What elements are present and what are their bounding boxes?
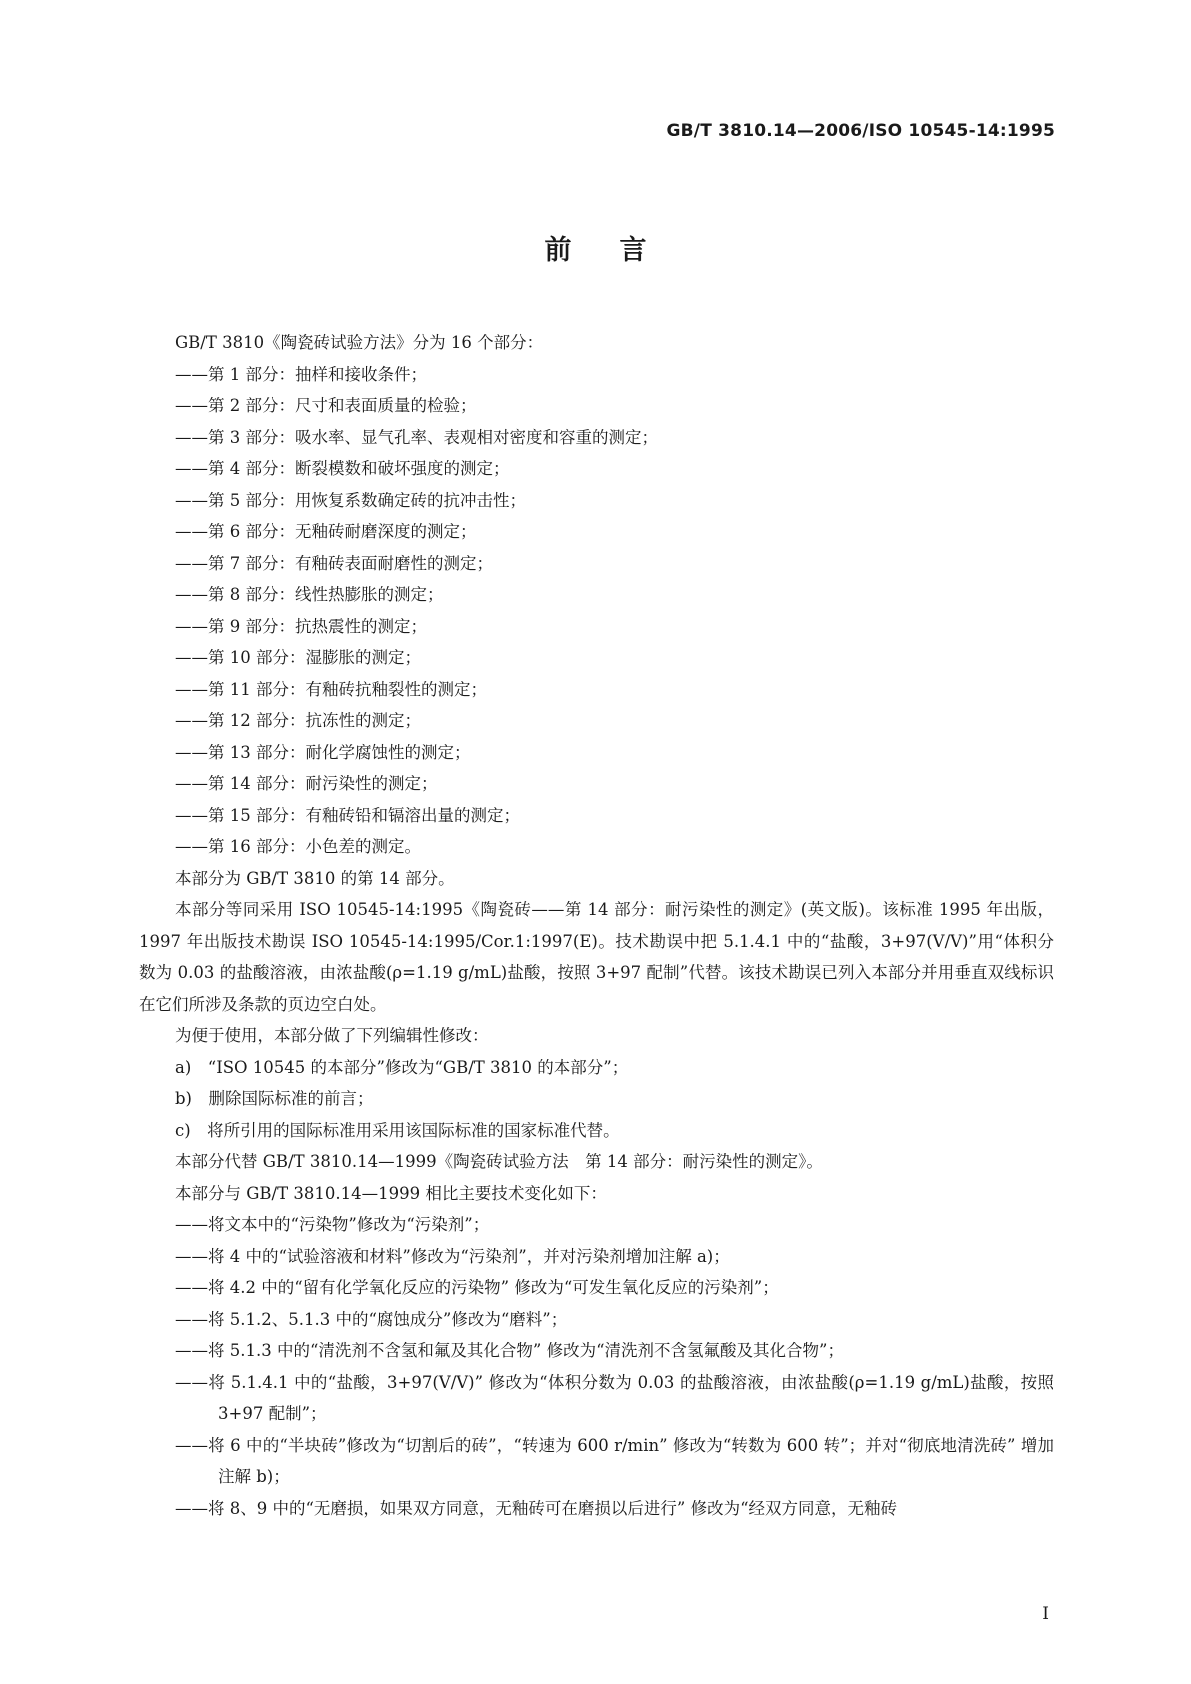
list-item: ——第 6 部分：无釉砖耐磨深度的测定； — [175, 522, 477, 541]
adoption-paragraph: 本部分等同采用 ISO 10545-14:1995《陶瓷砖——第 14 部分：耐污染性的测定》(英文版)。该标准 1995 年出版，1997 年出版技术勘误 ISO 10545-14:1995/Cor.1:1997(E)。技术勘误中把 5.1.4.1 中的“盐酸，3+97(V/V)”用“体积分数为 0.03 的盐酸溶液，由浓盐酸(ρ=1.19 g/mL)盐酸，按照 3+97 配制”代替。该技术勘误已列入本部分并用垂直双线标识在它们所涉及条款的页边空白处。 — [139, 900, 1054, 1014]
list-item: ——第 15 部分：有釉砖铅和镉溶出量的测定； — [175, 805, 520, 825]
list-item: ——第 3 部分：吸水率、显气孔率、表观相对密度和容重的测定； — [175, 427, 658, 447]
list-item: ——第 12 部分：抗冻性的测定； — [175, 711, 421, 730]
list-item: c) 将所引用的国际标准用采用该国际标准的国家标准代替。 — [175, 1120, 620, 1140]
changes-list — [139, 1209, 1054, 1524]
list-item: ——第 8 部分：线性热膨胀的测定； — [175, 585, 444, 604]
list-item: ——第 9 部分：抗热震性的测定； — [175, 616, 427, 636]
list-item: ——将 4.2 中的“留有化学氧化反应的污染物” 修改为“可发生氧化反应的污染剂”； — [175, 1278, 779, 1297]
list-item: ——将 4 中的“试验溶液和材料”修改为“污染剂”，并对污染剂增加注解 a)； — [175, 1246, 730, 1266]
list-item: ——第 1 部分：抽样和接收条件； — [175, 364, 427, 384]
list-item: ——将 5.1.4.1 中的“盐酸，3+97(V/V)” 修改为“体积分数为 0.03 的盐酸溶液，由浓盐酸(ρ=1.19 g/mL)盐酸，按照 3+97 配制”； — [175, 1372, 1054, 1423]
list-item: ——将 8、9 中的“无磨损，如果双方同意，无釉砖可在磨损以后进行” 修改为“经双方同意，无釉砖 — [175, 1498, 898, 1518]
list-item: ——第 7 部分：有釉砖表面耐磨性的测定； — [175, 553, 493, 573]
page-number: I — [1042, 1604, 1049, 1624]
page-title: 前言 — [544, 235, 695, 266]
editorial-list — [139, 1052, 1054, 1147]
list-item: b) 删除国际标准的前言； — [175, 1089, 374, 1108]
list-item: ——第 14 部分：耐污染性的测定； — [175, 774, 438, 793]
list-item: ——第 16 部分：小色差的测定。 — [175, 837, 421, 856]
list-item: ——将 5.1.2、5.1.3 中的“腐蚀成分”修改为“磨料”； — [175, 1309, 568, 1329]
list-item: ——第 13 部分：耐化学腐蚀性的测定； — [175, 742, 471, 762]
list-item: ——第 11 部分：有釉砖抗釉裂性的测定； — [175, 679, 487, 699]
list-item: ——第 4 部分：断裂模数和破坏强度的测定； — [175, 459, 510, 478]
list-item: ——将 6 中的“半块砖”修改为“切割后的砖”，“转速为 600 r/min” 修改为“转数为 600 转”；并对“彻底地清洗砖” 增加注解 b)； — [175, 1435, 1054, 1486]
changes-intro-paragraph: 本部分与 GB/T 3810.14—1999 相比主要技术变化如下： — [175, 1183, 607, 1203]
list-item: ——将 5.1.3 中的“清洗剂不含氢和氟及其化合物” 修改为“清洗剂不含氢氟酸及其化合物”； — [175, 1341, 844, 1360]
list-item: ——将文本中的“污染物”修改为“污染剂”； — [175, 1215, 490, 1234]
parts-list — [139, 359, 1054, 863]
list-item: ——第 10 部分：湿膨胀的测定； — [175, 648, 421, 667]
list-item: a) “ISO 10545 的本部分”修改为“GB/T 3810 的本部分”； — [175, 1057, 629, 1077]
replaces-paragraph: 本部分代替 GB/T 3810.14—1999《陶瓷砖试验方法 第 14 部分：耐污染性的测定》。 — [175, 1152, 823, 1171]
intro-paragraph: GB/T 3810《陶瓷砖试验方法》分为 16 个部分： — [175, 333, 544, 352]
this-part-paragraph: 本部分为 GB/T 3810 的第 14 部分。 — [175, 868, 455, 888]
document-body — [139, 327, 1054, 1524]
list-item: ——第 5 部分：用恢复系数确定砖的抗冲击性； — [175, 490, 526, 510]
editorial-intro-paragraph: 为便于使用，本部分做了下列编辑性修改： — [175, 1026, 489, 1045]
list-item: ——第 2 部分：尺寸和表面质量的检验； — [175, 396, 477, 415]
standard-code-header: GB/T 3810.14—2006/ISO 10545-14:1995 — [666, 121, 1055, 141]
